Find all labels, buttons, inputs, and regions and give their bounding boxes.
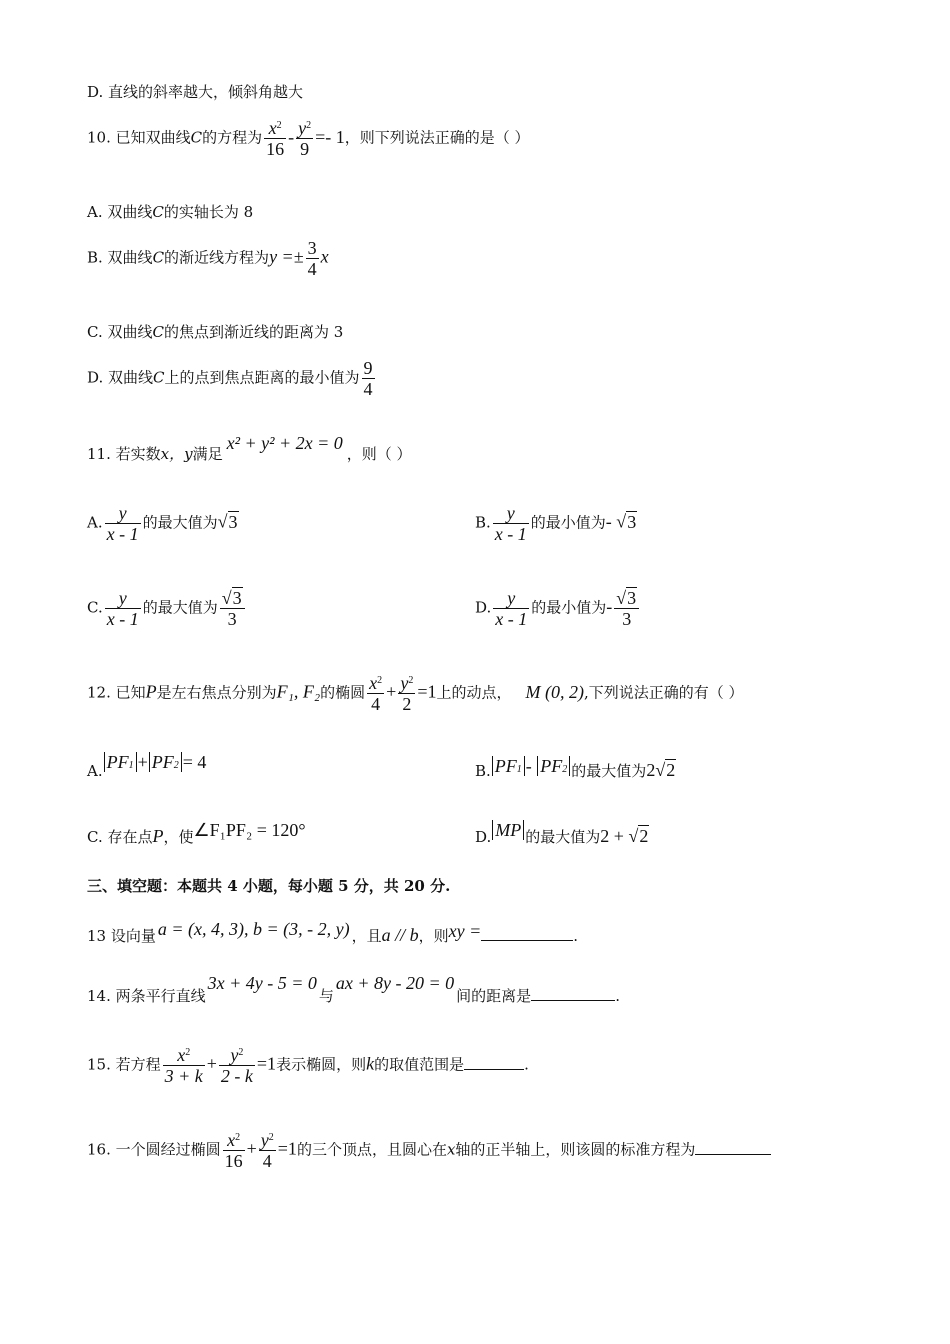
q10-mid: 的方程为 xyxy=(202,128,263,147)
q13: 13 设向量 a = (x, 4, 3), b = (3, - 2, y) ，且a // b，则xy = . xyxy=(87,919,579,945)
q9-option-d: D. 直线的斜率越大，倾斜角越大 xyxy=(87,83,304,101)
q12-option-b: B. PF1 - PF2 的最大值为2√2 xyxy=(475,756,676,780)
q16: 16. 一个圆经过椭圆 $\frac{x^2}{16}$ + $\frac{y^2}{4}$ =1的三个顶点，且圆心在x轴的正半轴上，则该圆的标准方程为 xyxy=(87,1130,771,1171)
q10-option-d: D. 双曲线C上的点到焦点距离的最小值为 $\frac{9}{4}$ xyxy=(87,358,373,399)
q11-option-d: D. $\frac{y}{x - 1}$ 的最小值为- $\frac{√3}{3}$ xyxy=(475,588,641,629)
q11-equation: x² + y² + 2x = 0 xyxy=(226,433,343,453)
q11-option-a: A. $\frac{y}{x - 1}$ 的最大值为√3 xyxy=(87,503,238,544)
q10-c: C xyxy=(190,128,203,147)
q11-option-b: B. $\frac{y}{x - 1}$ 的最小值为- √3 xyxy=(475,503,637,544)
q11-stem: 11. 若实数x，y满足x² + y² + 2x = 0，则（ ） xyxy=(87,433,412,463)
q10-option-a: A. 双曲线C的实轴长为 8 xyxy=(87,203,254,221)
q14: 14. 两条平行直线3x + 4y - 5 = 0与ax + 8y - 20 = 0间的距离是 . xyxy=(87,973,620,1005)
q11-option-c: C. $\frac{y}{x - 1}$ 的最大值为 $\frac{√3}{3}$ xyxy=(87,588,247,629)
q12-option-c: C. 存在点P，使∠F₁PF₂ = 120° xyxy=(87,820,306,846)
q12-option-a: A. PF1 + PF2 = 4 xyxy=(87,752,207,780)
q10-option-c: C. 双曲线C的焦点到渐近线的距离为 3 xyxy=(87,323,344,341)
q10-stem xyxy=(87,118,530,159)
q10-equation: $\frac{x^2}{16}$ - $\frac{y^2}{9}$ =- 1 xyxy=(266,118,345,159)
q10-prefix: 10. 已知双曲线 xyxy=(87,128,191,147)
q10-suffix: ，则下列说法正确的是（ ） xyxy=(344,128,530,147)
q12-option-d: D. MP 的最大值为2 + √2 xyxy=(475,820,649,846)
section-3-title: 三、填空题：本题共 4 小题，每小题 5 分，共 20 分. xyxy=(87,877,451,895)
q10-option-b: B. 双曲线C的渐近线方程为y =± $\frac{3}{4}$ x xyxy=(87,238,329,279)
q12-stem: 12. 已知P是左右焦点分别为F₁, F₂的椭圆 $\frac{x^2}{4}$ + $\frac{y^2}{2}$ =1上的动点， M (0, 2),下列说法正确的有（ ） xyxy=(87,673,744,714)
q15: 15. 若方程 $\frac{x^2}{3 + k}$ + $\frac{y^2}{2 - k}$ =1表示椭圆，则k的取值范围是 . xyxy=(87,1045,529,1086)
